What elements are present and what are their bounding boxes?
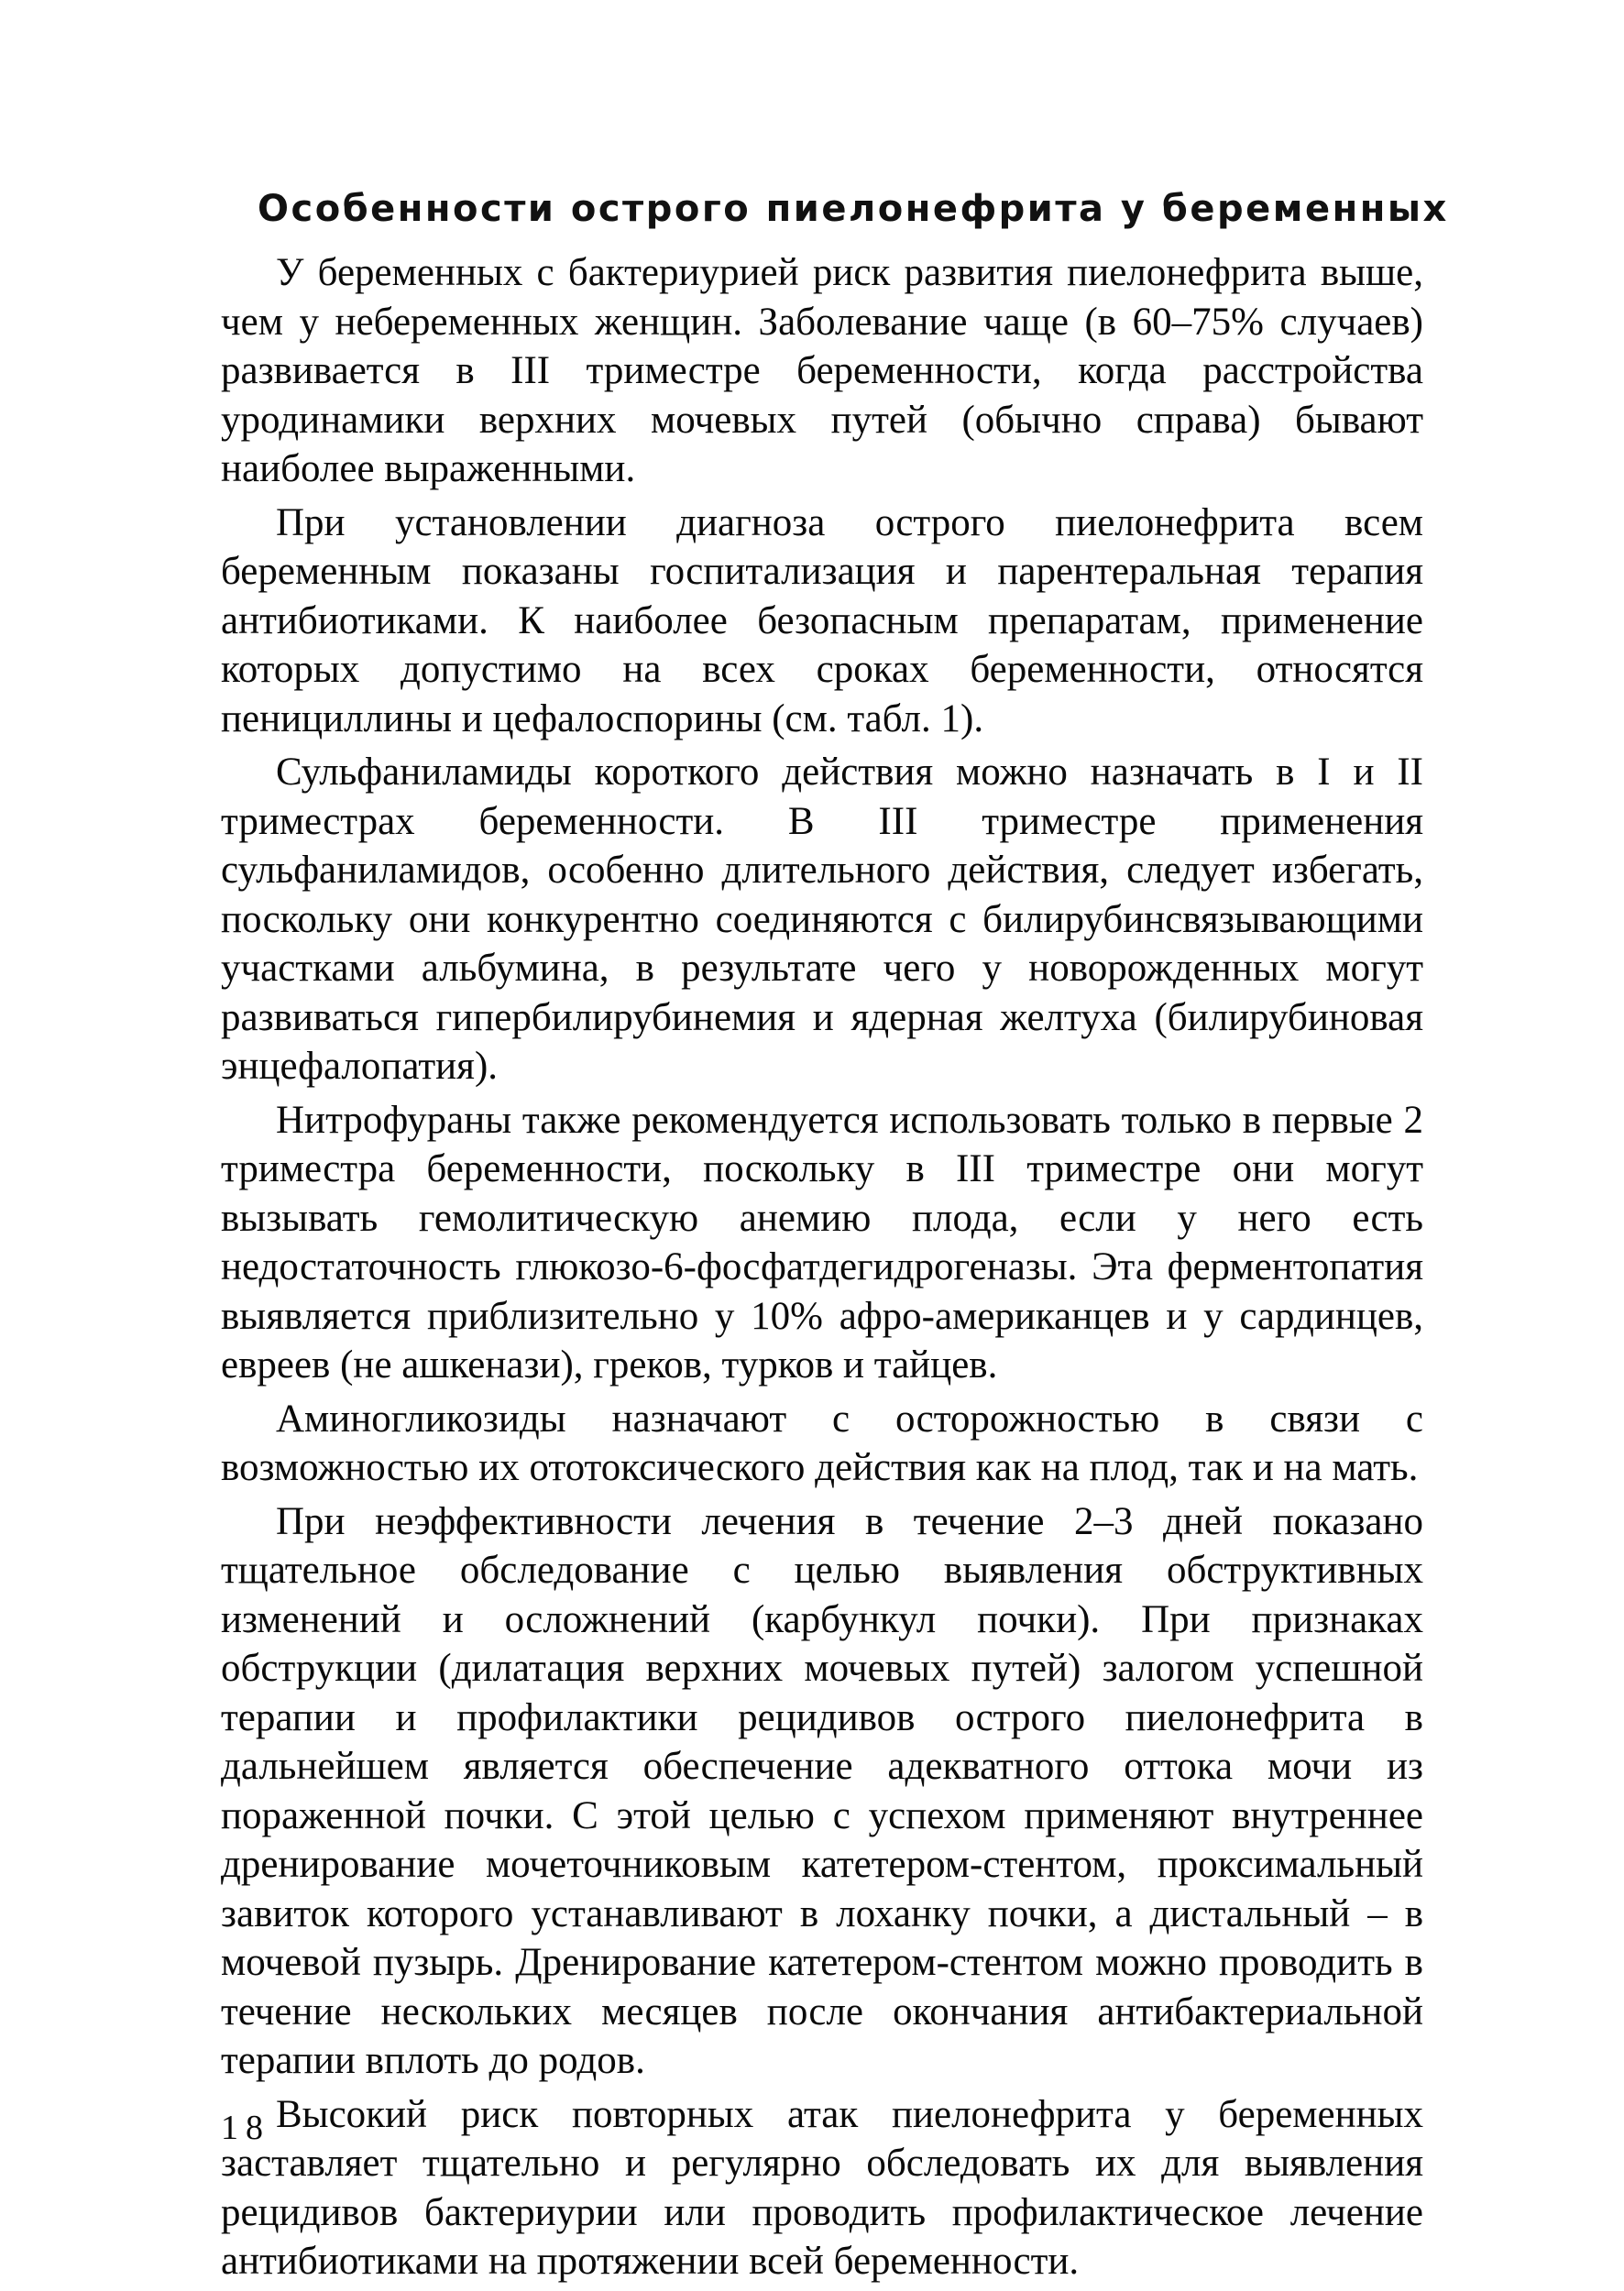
- section-heading: Особенности острого пиелонефрита у беременных: [258, 188, 1449, 230]
- paragraph-7: Высокий риск повторных атак пиелонефрита у беременных заставляет тщательно и регулярно обследовать их для выявления рецидивов бактериурии или проводить профилактическое лечение антибиотиками на протяжении всей беременности.: [221, 2092, 1423, 2283]
- paragraph-4: Нитрофураны также рекомендуется использовать только в первые 2 триместра беременности, поскольку в III триместре они могут вызывать гемолитическую анемию плода, если у него есть недостаточность глюкозо-6-фосфатдегидрогеназы. Эта ферментопатия выявляется приблизительно у 10% афро-американцев и у сардинцев, евреев (не ашкенази), греков, турков и тайцев.: [221, 1098, 1423, 1387]
- paragraph-1: У беременных с бактериурией риск развития пиелонефрита выше, чем у небеременных женщин. Заболевание чаще (в 60–75% случаев) развивается в III триместре беременности, когда расстройства уродинамики верхних мочевых путей (обычно справа) бывают наиболее выраженными.: [221, 251, 1423, 490]
- paragraph-6: При неэффективности лечения в течение 2–3 дней показано тщательное обследование с целью выявления обструктивных изменений и осложнений (карбункул почки). При признаках обструкции (дилатация верхних мочевых путей) залогом успешной терапии и профилактики рецидивов острого пиелонефрита в дальнейшем является обеспечение адекватного оттока мочи из пораженной почки. С этой целью с успехом применяют внутреннее дренирование мочеточниковым катетером-стентом, проксимальный завиток которого устанавливают в лоханку почки, а дистальный – в мочевой пузырь. Дренирование катетером-стентом можно проводить в течение нескольких месяцев после окончания антибактериальной терапии вплоть до родов.: [221, 1499, 1423, 2082]
- paragraph-2: При установлении диагноза острого пиелонефрита всем беременным показаны госпитализация и парентеральная терапия антибиотиками. К наиболее безопасным препаратам, применение которых допустимо на всех сроках беременности, относятся пенициллины и цефалоспорины (см. табл. 1).: [221, 500, 1423, 740]
- paragraph-3: Сульфаниламиды короткого действия можно назначать в I и II триместрах беременности. В III триместре применения сульфаниламидов, особенно длительного действия, следует избегать, поскольку они конкурентно соединяются с билирубинсвязывающими участками альбумина, в результате чего у новорожденных могут развиваться гипербилирубинемия и ядерная желтуха (билирубиновая энцефалопатия).: [221, 751, 1423, 1088]
- paragraph-5: Аминогликозиды назначают с осторожностью в связи с возможностью их ототоксического действия как на плод, так и на мать.: [221, 1397, 1423, 1489]
- page-number: 18: [221, 2109, 270, 2147]
- page-body: [221, 188, 1449, 2291]
